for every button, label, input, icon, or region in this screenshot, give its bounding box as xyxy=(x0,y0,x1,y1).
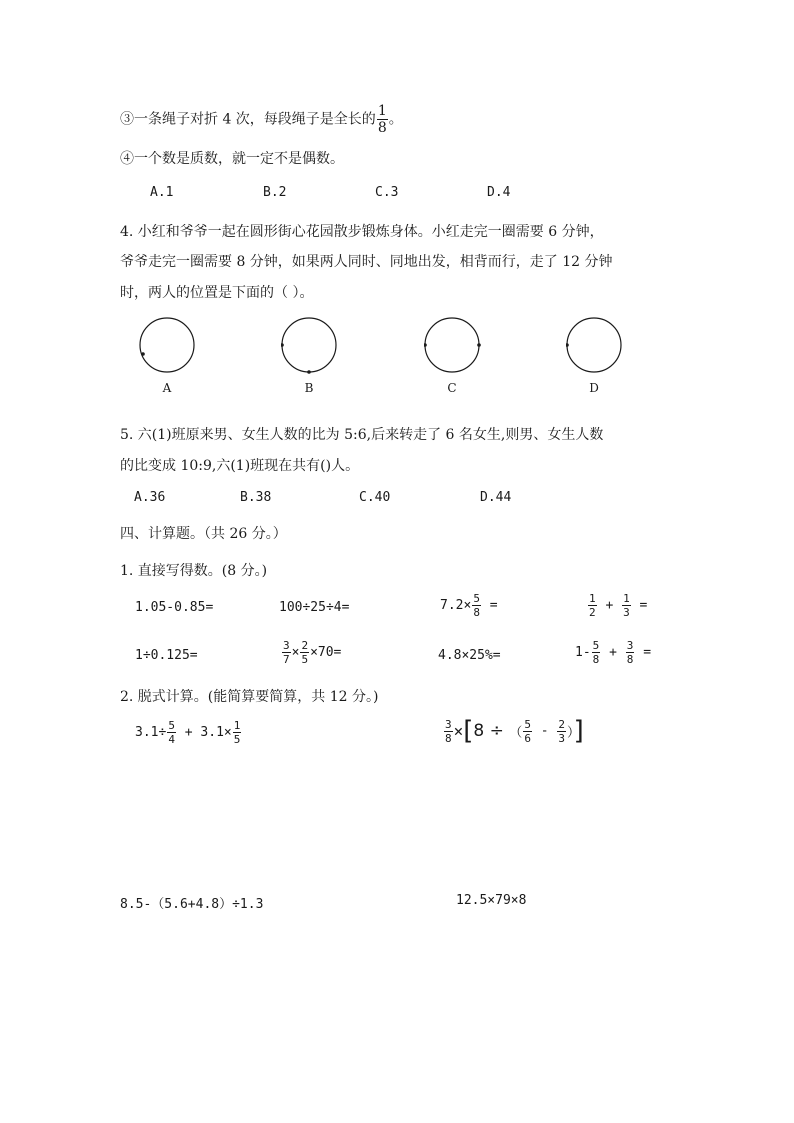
section-4-sub-1: 1. 直接写得数。(8 分。) xyxy=(120,563,268,579)
oral-r1-c1: 1.05-0.85= xyxy=(135,600,214,615)
oral-r1-c3: 7.2× $\frac{5}{8}$ = xyxy=(440,592,498,619)
fraction: $\frac{3}{8}$ xyxy=(626,639,634,666)
q5-option-a: A.36 xyxy=(134,490,166,505)
calc-expr-4: 12.5×79×8 xyxy=(456,893,527,908)
fraction: $\frac{5}{8}$ xyxy=(592,639,600,666)
circle-a-icon xyxy=(139,317,199,377)
q5-option-b: B.38 xyxy=(240,490,272,505)
fraction: $\frac{5}{4}$ xyxy=(168,719,175,746)
oral-r2-c3: 4.8×25%= xyxy=(438,648,501,663)
statement-4: ④一个数是质数，就一定不是偶数。 xyxy=(120,151,344,167)
q4-option-c xyxy=(424,317,494,407)
q3-option-d: D.4 xyxy=(487,185,511,200)
circle-d-icon xyxy=(566,317,626,377)
q3-option-b: B.2 xyxy=(263,185,287,200)
left-bracket: [ xyxy=(463,716,474,746)
q4-line-3: 时，两人的位置是下面的（ ）。 xyxy=(120,285,314,301)
statement-3: ③一条绳子对折 4 次，每段绳子是全长的 $\frac{1}{8}$ 。 xyxy=(120,103,403,136)
section-4-title: 四、计算题。（共 26 分。） xyxy=(120,526,287,542)
fraction: $\frac{3}{8}$ xyxy=(445,717,452,745)
section-4-sub-2: 2. 脱式计算。(能简算要简算，共 12 分。) xyxy=(120,689,379,705)
oral-r1-c2: 100÷25÷4= xyxy=(279,600,350,615)
oral-r2-c2: $\frac{3}{7}$ × $\frac{2}{5}$ ×70= xyxy=(283,639,342,666)
right-bracket: ] xyxy=(573,716,584,746)
fraction: $\frac{3}{7}$ xyxy=(283,639,290,666)
fraction: $\frac{1}{5}$ xyxy=(233,719,241,746)
q3-option-c: C.3 xyxy=(375,185,399,200)
fraction: $\frac{2}{5}$ xyxy=(301,639,309,666)
q4-option-d xyxy=(566,317,636,407)
fraction: $\frac{5}{6}$ xyxy=(524,717,531,745)
q3-option-a: A.1 xyxy=(150,185,174,200)
q4-option-d-label: D xyxy=(589,381,599,395)
q4-option-c-label: C xyxy=(447,381,457,395)
q5-line-1: 5. 六(1)班原来男、女生人数的比为 5:6,后来转走了 6 名女生,则男、女生人数 xyxy=(120,427,604,443)
oral-r2-c1: 1÷0.125= xyxy=(135,648,198,663)
q5-line-2: 的比变成 10:9,六(1)班现在共有()人。 xyxy=(120,458,360,474)
q4-option-b-label: B xyxy=(304,381,314,395)
fraction: $\frac{1}{2}$ xyxy=(589,592,596,619)
calc-expr-3: 8.5-（5.6+4.8）÷1.3 xyxy=(120,897,264,912)
oral-r2-c4: 1- $\frac{5}{8}$ + $\frac{3}{8}$ = xyxy=(575,639,652,666)
circle-c-icon xyxy=(424,317,484,377)
statement-3-text: ③一条绳子对折 4 次，每段绳子是全长的 xyxy=(120,111,376,128)
q4-line-1: 4. 小红和爷爷一起在圆形街心花园散步锻炼身体。小红走完一圈需要 6 分钟， xyxy=(120,224,604,240)
q5-option-d: D.44 xyxy=(480,490,512,505)
calc-expr-2: $\frac{3}{8}$ ×[8 ÷ （ $\frac{5}{6}$ - $\frac{2}{3}$ ）] xyxy=(445,716,584,746)
calc-expr-1: 3.1÷ $\frac{5}{4}$ + 3.1× $\frac{1}{5}$ xyxy=(135,719,241,746)
fraction: $\frac{2}{3}$ xyxy=(558,717,566,745)
fraction: $\frac{5}{8}$ xyxy=(473,592,480,619)
fraction: $\frac{1}{3}$ xyxy=(623,592,630,619)
q4-option-a-label: A xyxy=(162,381,172,395)
fraction-one-eighth: $\frac{1}{8}$ xyxy=(377,103,387,136)
oral-r1-c4: $\frac{1}{2}$ + $\frac{1}{3}$ = xyxy=(589,592,648,619)
circle-b-icon xyxy=(281,317,341,377)
q4-option-a xyxy=(139,317,209,407)
q4-line-2: 爷爷走完一圈需要 8 分钟，如果两人同时、同地出发，相背而行，走了 12 分钟 xyxy=(120,254,613,270)
q4-option-b xyxy=(281,317,351,407)
q5-option-c: C.40 xyxy=(359,490,391,505)
